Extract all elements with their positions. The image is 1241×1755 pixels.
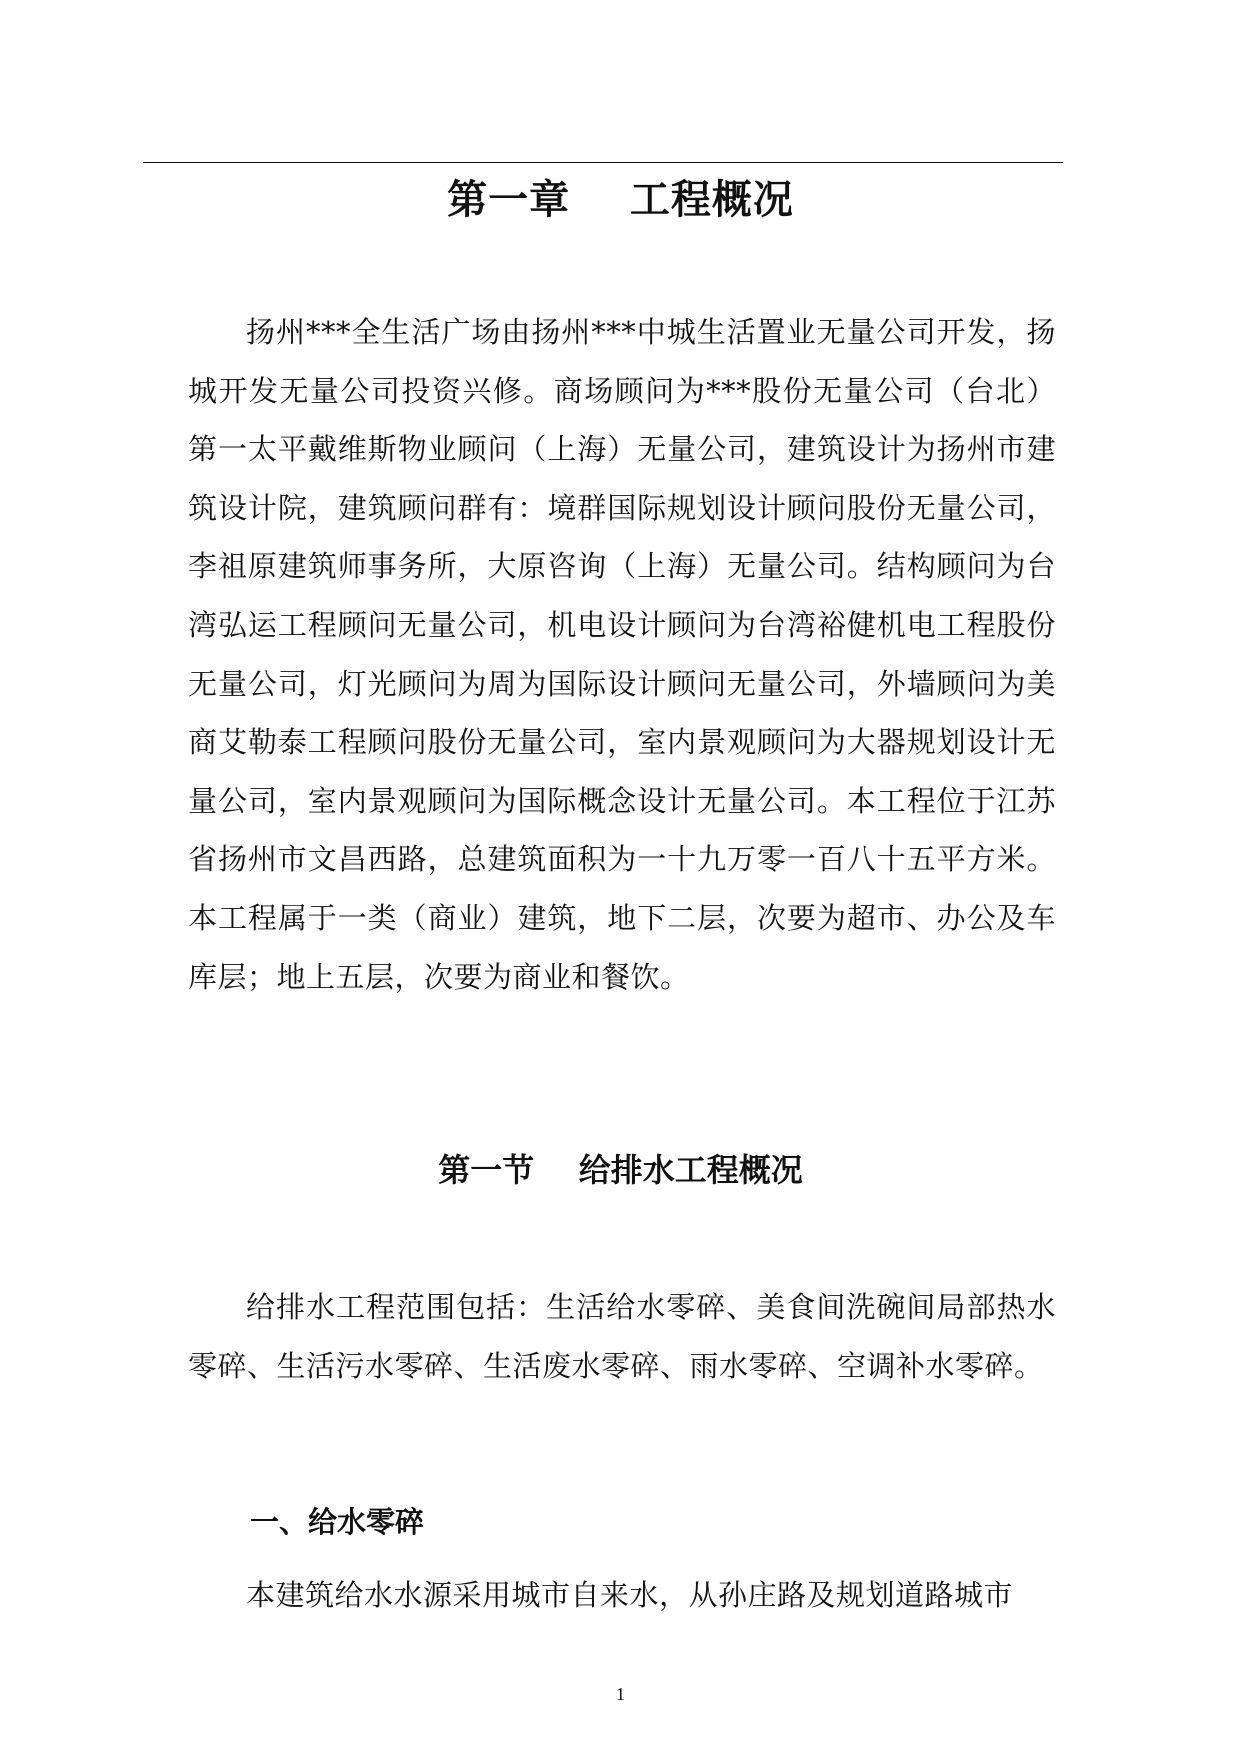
subsection-title: 一、给水零碎 bbox=[250, 1505, 425, 1539]
scope-paragraph: 给排水工程范围包括：生活给水零碎、美食间洗碗间局部热水零碎、生活污水零碎、生活废水零碎、雨水零碎、空调补水零碎。 bbox=[188, 1290, 1056, 1383]
chapter-title: 第一章 工程概况 bbox=[447, 177, 794, 223]
header-rule bbox=[143, 162, 1063, 163]
intro-paragraph: 扬州***全生活广场由扬州***中城生活置业无量公司开发，扬城开发无量公司投资兴修。商场顾问为***股份无量公司（台北）第一太平戴维斯物业顾问（上海）无量公司，建筑设计为扬州市建筑设计院，建筑顾问群有：境群国际规划设计顾问股份无量公司，李祖原建筑师事务所，大原咨询（上海）无量公司。结构顾问为台湾弘运工程顾问无量公司，机电设计顾问为台湾裕健机电工程股份无量公司，灯光顾问为周为国际设计顾问无量公司，外墙顾问为美商艾勒泰工程顾问股份无量公司，室内景观顾问为大器规划设计无量公司，室内景观顾问为国际概念设计无量公司。本工程位于江苏省扬州市文昌西路，总建筑面积为一十九万零一百八十五平方米。本工程属于一类（商业）建筑，地下二层，次要为超市、办公及车库层；地上五层，次要为商业和餐饮。 bbox=[188, 315, 1056, 994]
section-title: 第一节 给排水工程概况 bbox=[438, 1151, 803, 1189]
page-number: 1 bbox=[616, 1684, 625, 1704]
supply-paragraph: 本建筑给水水源采用城市自来水，从孙庄路及规划道路城市 bbox=[246, 1578, 1014, 1612]
